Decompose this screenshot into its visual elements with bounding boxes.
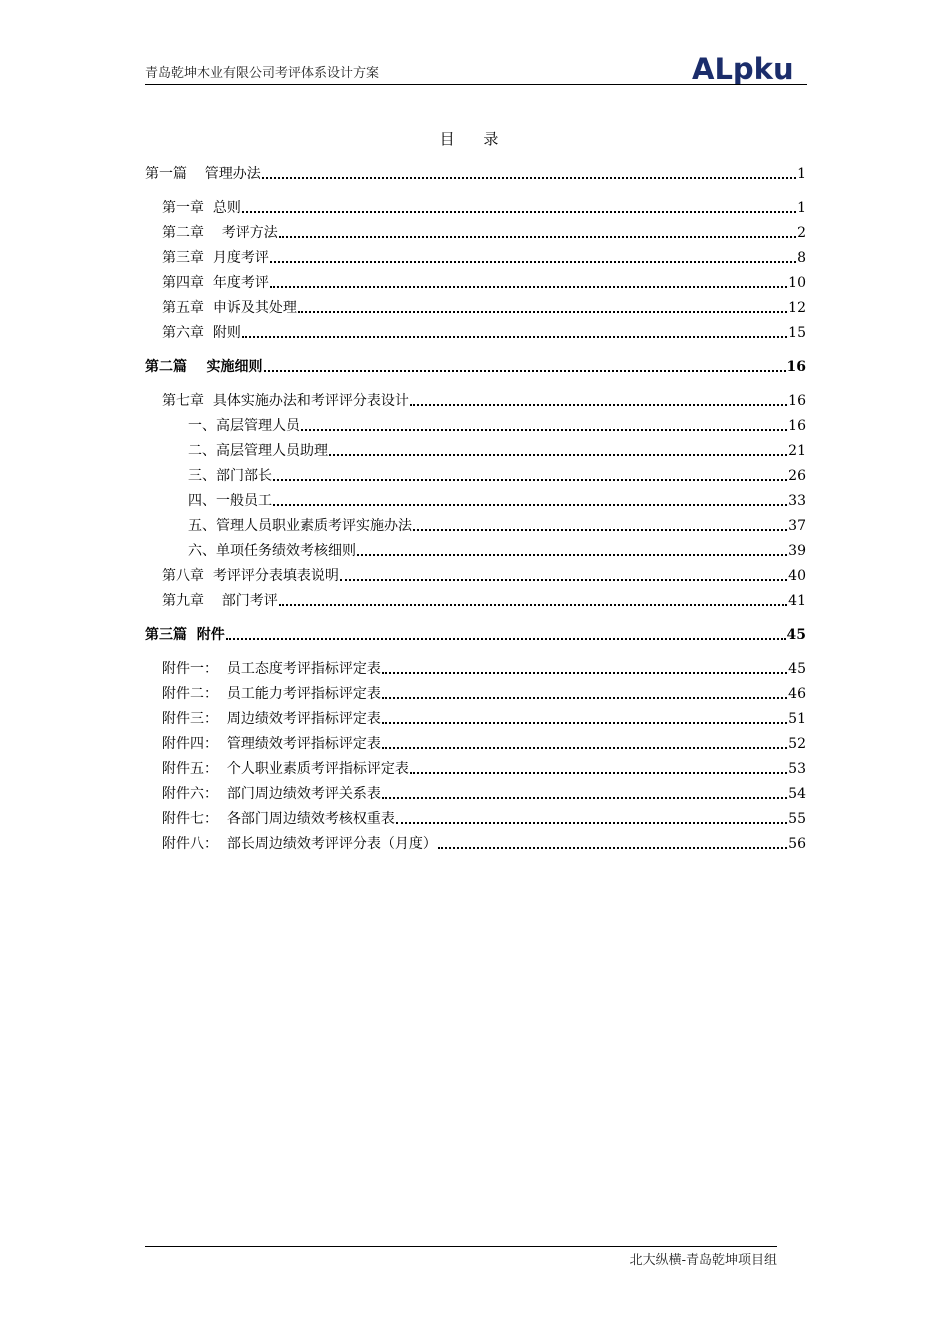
toc-entry-label: 五、管理人员职业素质考评实施办法: [188, 518, 412, 534]
toc-entry-page: 16: [786, 359, 806, 375]
toc-dot-leader: [301, 429, 787, 431]
toc-entry-page: 21: [788, 443, 806, 459]
toc-dot-leader: [396, 822, 787, 824]
toc-entry-label: 四、一般员工: [188, 493, 272, 509]
toc-entry-page: 54: [788, 786, 806, 802]
toc-entry-label: 第五章 申诉及其处理: [162, 300, 297, 316]
toc-entry-page: 16: [788, 418, 806, 434]
toc-entry-label: 附件五： 个人职业素质考评指标评定表: [162, 761, 409, 777]
toc-entry-page: 1: [797, 200, 806, 216]
toc-entry[interactable]: [162, 683, 806, 703]
toc-entry-page: 45: [786, 627, 806, 643]
toc-dot-leader: [273, 479, 787, 481]
toc-dot-leader: [438, 847, 787, 849]
toc-entry[interactable]: [162, 758, 806, 778]
toc-entry[interactable]: [188, 540, 806, 560]
toc-dot-leader: [270, 286, 787, 288]
toc-entry-page: 33: [788, 493, 806, 509]
toc-entry-label: 第二章 考评方法: [162, 225, 278, 241]
toc-dot-leader: [382, 747, 787, 749]
toc-dot-leader: [262, 177, 796, 179]
toc-entry[interactable]: [188, 440, 806, 460]
toc-entry-page: 41: [788, 593, 806, 609]
toc-entry[interactable]: [162, 833, 806, 853]
toc-entry[interactable]: [162, 708, 806, 728]
toc-entry[interactable]: [162, 197, 806, 217]
toc-entry[interactable]: [162, 390, 806, 410]
toc-dot-leader: [242, 211, 796, 213]
toc-entry[interactable]: [162, 272, 806, 292]
toc-entry-label: 第八章 考评评分表填表说明: [162, 568, 339, 584]
toc-entry-page: 52: [788, 736, 806, 752]
toc-entry-page: 37: [788, 518, 806, 534]
footer-text: 北大纵横-青岛乾坤项目组: [629, 1253, 777, 1268]
toc-entry-page: 1: [797, 166, 806, 182]
toc-entry-page: 55: [788, 811, 806, 827]
toc-entry-label: 附件一： 员工态度考评指标评定表: [162, 661, 381, 677]
toc-entry-label: 第三篇 附件: [145, 627, 225, 643]
toc-entry[interactable]: [162, 222, 806, 242]
toc-dot-leader: [382, 722, 787, 724]
toc-entry-page: 51: [788, 711, 806, 727]
toc-dot-leader: [382, 697, 787, 699]
toc-entry[interactable]: [162, 733, 806, 753]
toc-entry[interactable]: [162, 808, 806, 828]
toc-dot-leader: [264, 370, 786, 372]
toc-dot-leader: [413, 529, 787, 531]
toc-entry-page: 39: [788, 543, 806, 559]
toc-dot-leader: [357, 554, 787, 556]
toc-entry[interactable]: [188, 515, 806, 535]
toc-entry-label: 一、高层管理人员: [188, 418, 300, 434]
toc-entry-label: 第七章 具体实施办法和考评评分表设计: [162, 393, 409, 409]
toc-entry-page: 15: [788, 325, 806, 341]
toc-dot-leader: [382, 797, 787, 799]
toc-entry-page: 2: [797, 225, 806, 241]
toc-entry-label: 二、高层管理人员助理: [188, 443, 328, 459]
toc-entry[interactable]: [145, 624, 806, 644]
toc-entry-label: 附件六： 部门周边绩效考评关系表: [162, 786, 381, 802]
toc-dot-leader: [226, 638, 786, 640]
toc-dot-leader: [242, 336, 787, 338]
toc-dot-leader: [270, 261, 796, 263]
toc-dot-leader: [410, 404, 787, 406]
toc-dot-leader: [298, 311, 787, 313]
toc-entry[interactable]: [145, 163, 806, 183]
toc-entry[interactable]: [188, 415, 806, 435]
toc-entry-page: 16: [788, 393, 806, 409]
toc-entry[interactable]: [145, 356, 806, 376]
toc-entry-page: 53: [788, 761, 806, 777]
toc-dot-leader: [279, 236, 796, 238]
toc-entry-page: 45: [788, 661, 806, 677]
toc-entry-label: 第三章 月度考评: [162, 250, 269, 266]
toc-entry[interactable]: [162, 590, 806, 610]
toc-entry-label: 附件二： 员工能力考评指标评定表: [162, 686, 381, 702]
toc-dot-leader: [340, 579, 787, 581]
toc-entry-label: 第一篇 管理办法: [145, 166, 261, 182]
toc-entry[interactable]: [188, 465, 806, 485]
toc-entry-label: 第二篇 实施细则: [145, 359, 263, 375]
toc-dot-leader: [273, 504, 787, 506]
alpku-logo: [690, 52, 808, 86]
toc-entry-label: 第四章 年度考评: [162, 275, 269, 291]
toc-entry-page: 46: [788, 686, 806, 702]
toc-entry-page: 26: [788, 468, 806, 484]
logo-text: ALpku: [692, 52, 794, 86]
toc-entry-label: 附件四： 管理绩效考评指标评定表: [162, 736, 381, 752]
toc-dot-leader: [279, 604, 787, 606]
toc-entry-label: 第六章 附则: [162, 325, 241, 341]
toc-dot-leader: [382, 672, 787, 674]
toc-entry-label: 第一章 总则: [162, 200, 241, 216]
toc-entry[interactable]: [162, 247, 806, 267]
toc-entry-label: 三、部门部长: [188, 468, 272, 484]
toc-entry-label: 第九章 部门考评: [162, 593, 278, 609]
toc-entry-label: 附件七： 各部门周边绩效考核权重表: [162, 811, 395, 827]
toc-entry-page: 8: [797, 250, 806, 266]
toc-entry-page: 56: [788, 836, 806, 852]
toc-entry[interactable]: [162, 297, 806, 317]
document-header-title: 青岛乾坤木业有限公司考评体系设计方案: [145, 66, 380, 81]
toc-entry[interactable]: [188, 490, 806, 510]
footer-divider: [145, 1246, 777, 1247]
toc-dot-leader: [329, 454, 787, 456]
toc-entry-page: 40: [788, 568, 806, 584]
toc-entry-label: 附件八： 部长周边绩效考评评分表（月度）: [162, 836, 437, 852]
toc-entry[interactable]: [162, 658, 806, 678]
toc-title: 目 录: [439, 130, 511, 148]
toc-dot-leader: [410, 772, 787, 774]
toc-entry-label: 附件三： 周边绩效考评指标评定表: [162, 711, 381, 727]
toc-entry-page: 12: [788, 300, 806, 316]
toc-entry[interactable]: [162, 565, 806, 585]
toc-entry[interactable]: [162, 783, 806, 803]
toc-entry-page: 10: [788, 275, 806, 291]
header-divider: [145, 84, 807, 85]
toc-entry[interactable]: [162, 322, 806, 342]
toc-entry-label: 六、单项任务绩效考核细则: [188, 543, 356, 559]
